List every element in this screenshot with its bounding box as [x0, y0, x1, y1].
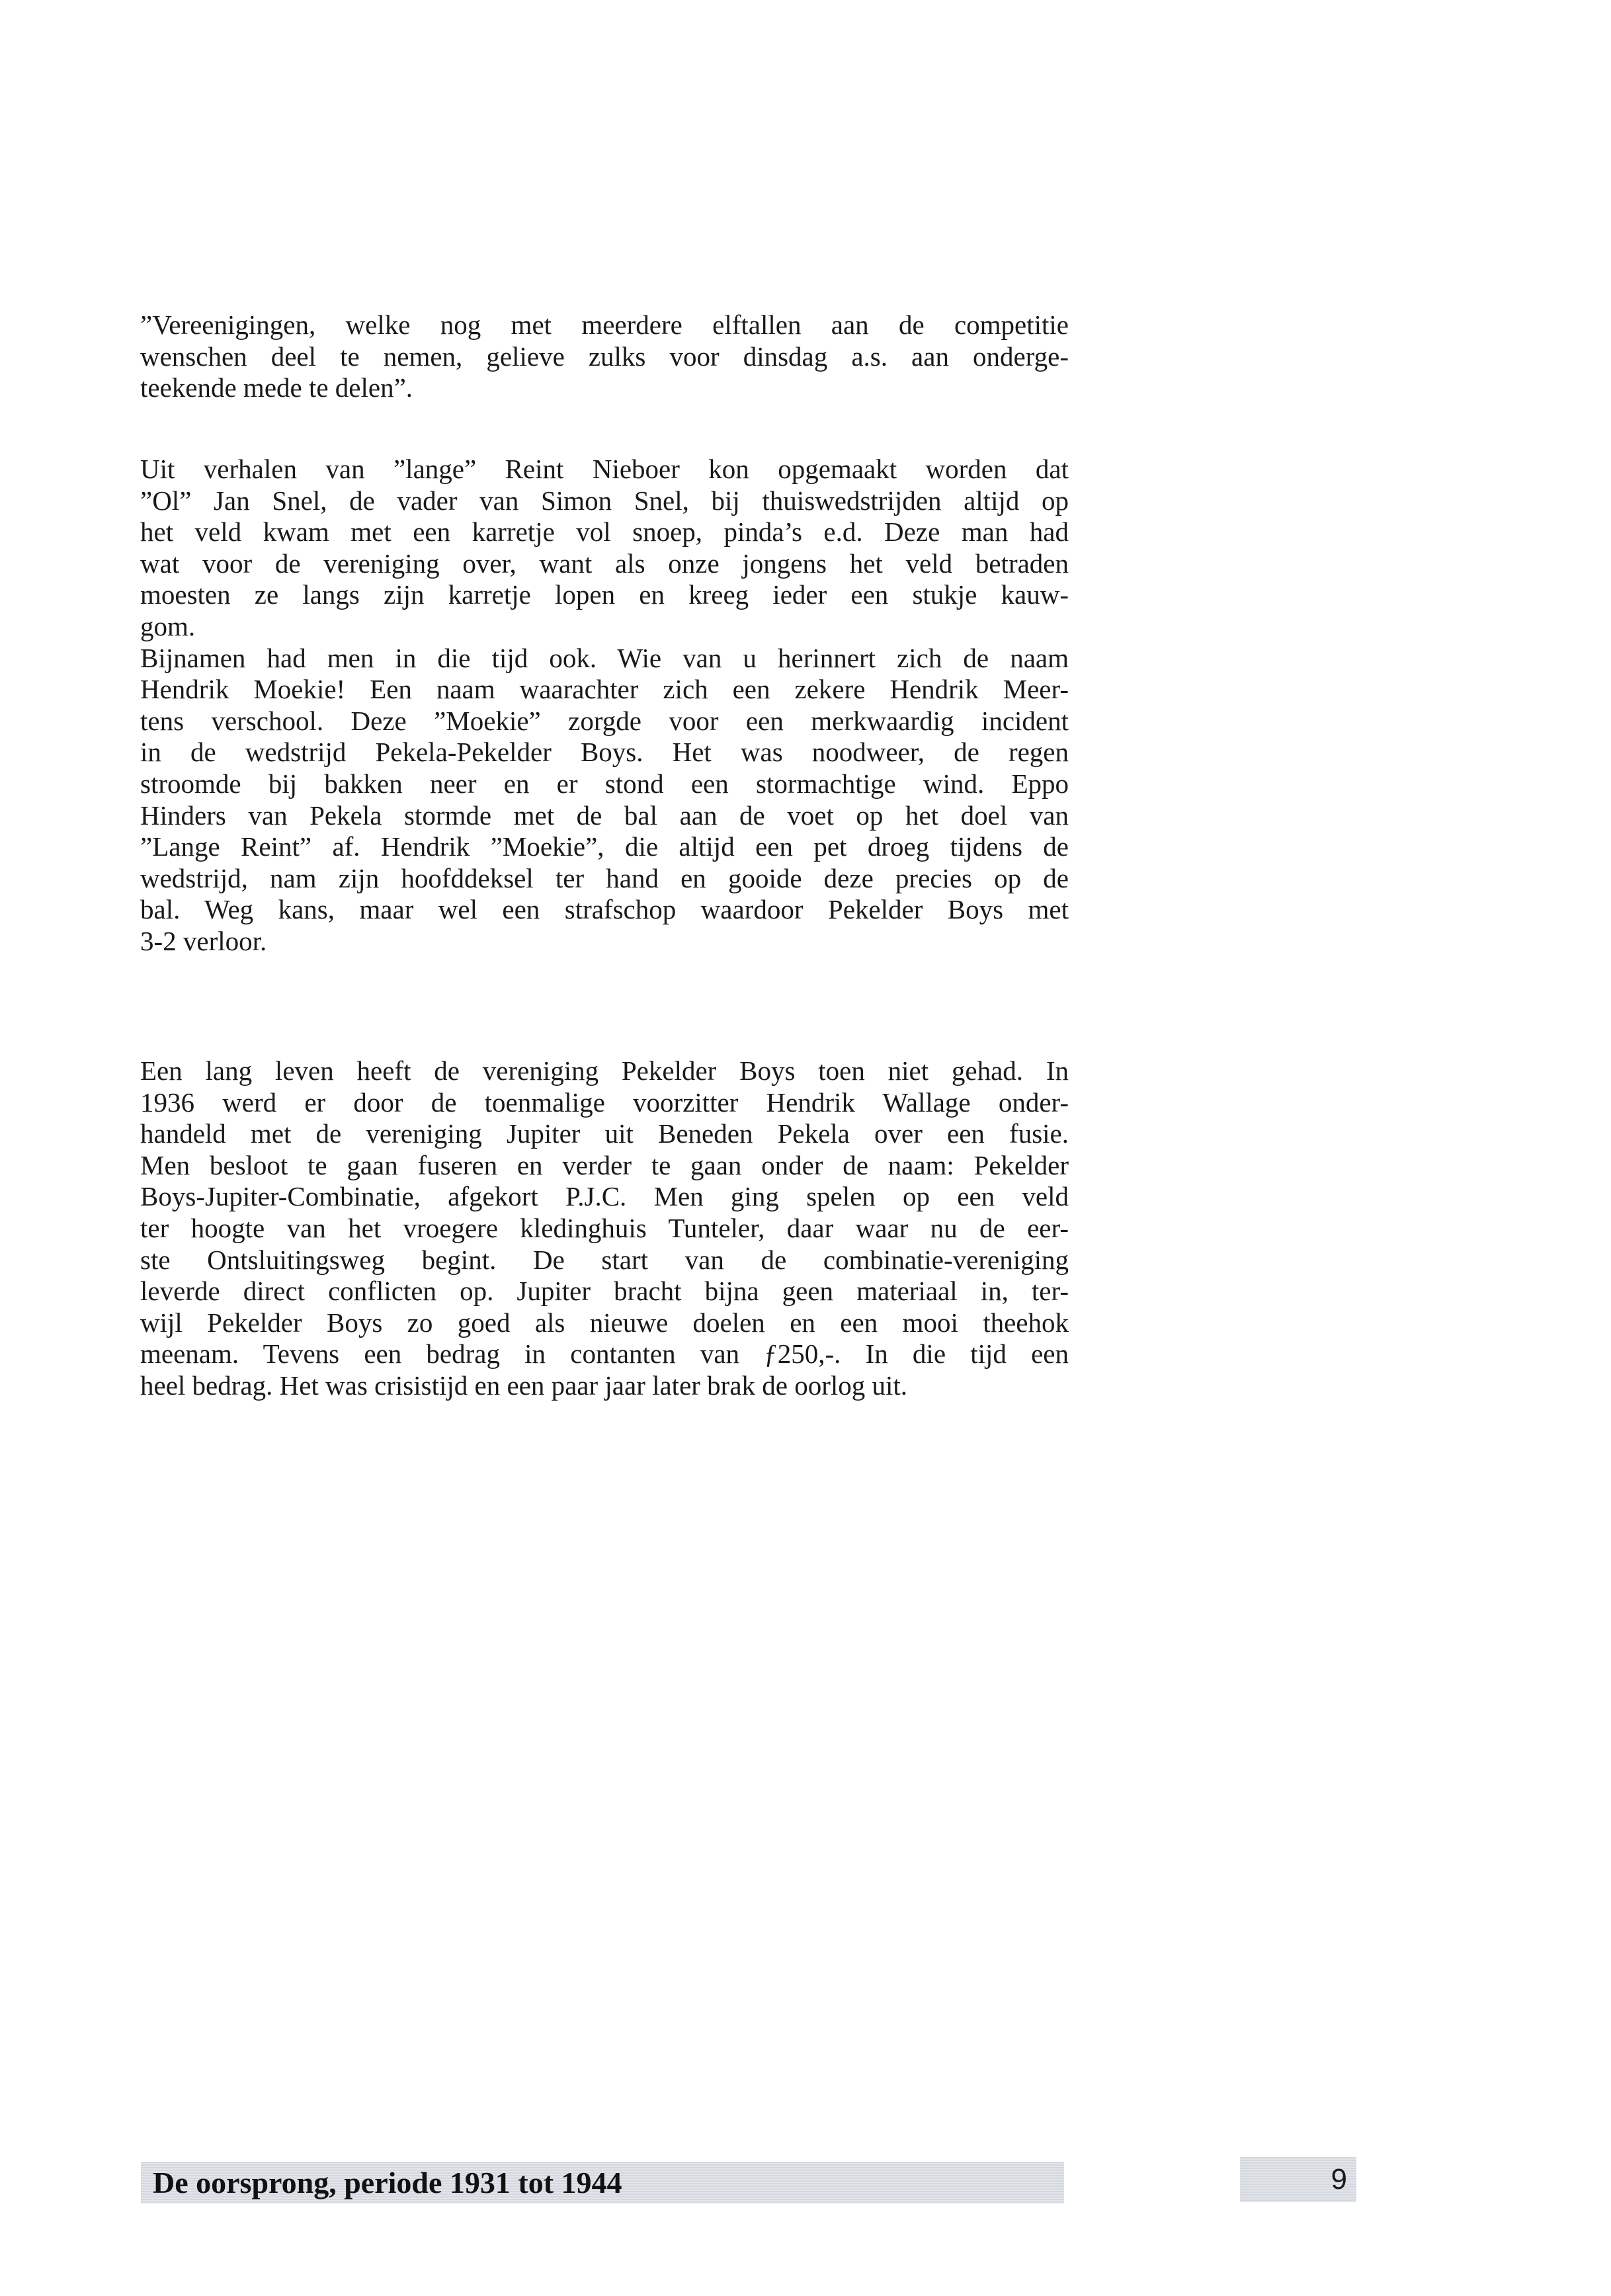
- text-line: wat voor de vereniging over, want als onze jongens het veld betraden: [140, 548, 1069, 579]
- text-line: wenschen deel te nemen, gelieve zulks voor dinsdag a.s. aan onderge-: [140, 341, 1069, 372]
- text-line: handeld met de vereniging Jupiter uit Beneden Pekela over een fusie.: [140, 1118, 1069, 1149]
- text-line: 1936 werd er door de toenmalige voorzitter Hendrik Wallage onder-: [140, 1086, 1069, 1118]
- text-line: Men besloot te gaan fuseren en verder te gaan onder de naam: Pekelder: [140, 1149, 1069, 1180]
- text-line: Boys-Jupiter-Combinatie, afgekort P.J.C. Men ging spelen op een veld: [140, 1181, 1069, 1212]
- text-line: Een lang leven heeft de vereniging Pekelder Boys toen niet gehad. In: [140, 1055, 1069, 1086]
- text-line: het veld kwam met een karretje vol snoep, pinda’s e.d. Deze man had: [140, 516, 1069, 548]
- page-number-box: [1240, 2157, 1356, 2202]
- paragraph-merger: [140, 1055, 1069, 1402]
- footer-section-title: De oorsprong, periode 1931 tot 1944: [153, 2166, 622, 2199]
- text-line: moesten ze langs zijn karretje lopen en kreeg ieder een stukje kauw-: [140, 579, 1069, 610]
- text-line: meenam. Tevens een bedrag in contanten van ƒ250,-. In die tijd een: [140, 1338, 1069, 1370]
- text-line: 3-2 verloor.: [140, 925, 267, 956]
- text-line: ste Ontsluitingsweg begint. De start van de combinatie-vereniging: [140, 1244, 1069, 1275]
- text-line: wedstrijd, nam zijn hoofddeksel ter hand en gooide deze precies op de: [140, 862, 1069, 893]
- paragraph-anecdotes: [140, 454, 1069, 958]
- footer-section-bar: [141, 2162, 1064, 2203]
- text-line: tens verschool. Deze ”Moekie” zorgde voor een merkwaardig incident: [140, 705, 1069, 736]
- text-line: teekende mede te delen”.: [140, 372, 413, 403]
- text-line: stroomde bij bakken neer en er stond een stormachtige wind. Eppo: [140, 768, 1069, 799]
- text-line: ter hoogte van het vroegere kledinghuis Tunteler, daar waar nu de eer-: [140, 1212, 1069, 1243]
- paragraph-quote: [140, 309, 1069, 404]
- text-line: ”Vereenigingen, welke nog met meerdere elftallen aan de competitie: [140, 309, 1069, 340]
- text-line: Bijnamen had men in die tijd ook. Wie van u herinnert zich de naam: [140, 642, 1069, 673]
- text-line: bal. Weg kans, maar wel een strafschop waardoor Pekelder Boys met: [140, 894, 1069, 925]
- text-line: leverde direct conflicten op. Jupiter bracht bijna geen materiaal in, ter-: [140, 1276, 1069, 1307]
- text-line: Uit verhalen van ”lange” Reint Nieboer kon opgemaakt worden dat: [140, 454, 1069, 484]
- text-line: wijl Pekelder Boys zo goed als nieuwe doelen en een mooi theehok: [140, 1307, 1069, 1338]
- text-line: heel bedrag. Het was crisistijd en een paar jaar later brak de oorlog uit.: [140, 1370, 908, 1401]
- text-line: Hinders van Pekela stormde met de bal aan de voet op het doel van: [140, 800, 1069, 831]
- text-line: ”Ol” Jan Snel, de vader van Simon Snel, bij thuiswedstrijden altijd op: [140, 485, 1069, 516]
- text-line: gom.: [140, 610, 196, 641]
- text-line: Hendrik Moekie! Een naam waarachter zich een zekere Hendrik Meer-: [140, 674, 1069, 705]
- text-line: in de wedstrijd Pekela-Pekelder Boys. Het was noodweer, de regen: [140, 737, 1069, 768]
- text-line: ”Lange Reint” af. Hendrik ”Moekie”, die altijd een pet droeg tijdens de: [140, 831, 1069, 862]
- page-number: 9: [1331, 2163, 1347, 2195]
